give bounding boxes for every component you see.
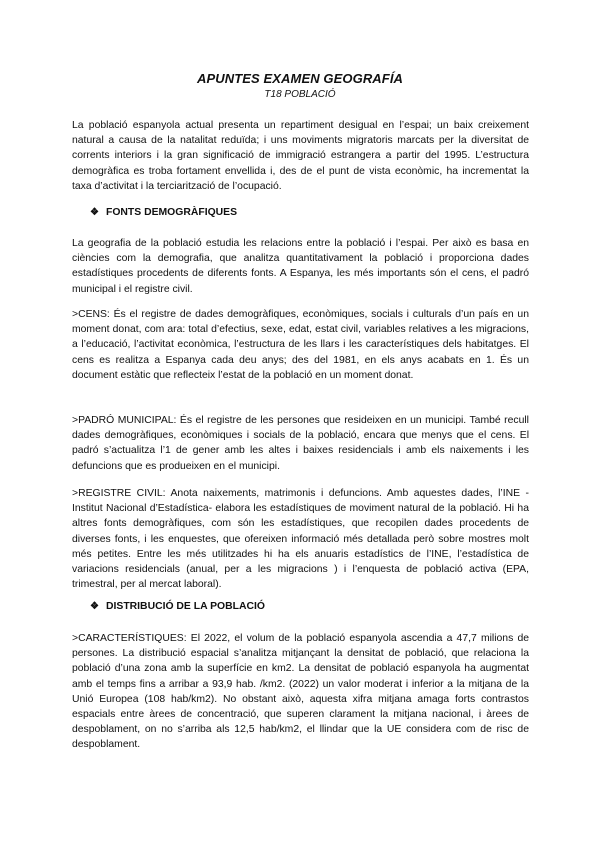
registre-paragraph: >REGISTRE CIVIL: Anota naixements, matrimonis i defuncions. Amb aquestes dades, l’INE - Institut Nacional d’Estadística- elabora les estadístiques de moviment natural de la població. Hi ha altres fonts demogràfiques, com són les estadístiques, que recopilen dades procedents de diverses fonts, i les enquestes, que ofereixen informació més detallada però sobre mostres molt més petites. Entre les més utilitzades hi ha els anuaris estadístics de l’INE, l’estadística de variacions residencials (anual, per a les migracions ) i l’enquesta de població activa (EPA, trimestral, per al mercat laboral).: [72, 488, 529, 591]
intro-paragraph: La població espanyola actual presenta un repartiment desigual en l’espai; un baix creixement natural a causa de la natalitat reduïda; i uns moviments migratoris marcats per la diversitat de corrents interiors i la gran significació de immigració estrangera a partir del 1995. L’estructura demogràfica es troba fortament envellida i, des de el punt de vista econòmic, ha incrementat la taxa d’activitat i la terciarització de l’ocupació.: [72, 120, 529, 192]
diamond-bullet-icon: ❖: [90, 601, 99, 612]
section-heading-distribucio: [90, 601, 265, 612]
caracteristiques-paragraph: >CARACTERÍSTIQUES: El 2022, el volum de la població espanyola ascendia a 47,7 milions de persones. La distribució espacial s’analitza mitjançant la densitat de població, que relaciona la població d’una zona amb la superfície en km2. La densitat de població espanyola ha augmentat amb el temps fins a arribar a 93,9 hab. /km2. (2022) un valor moderat i inferior a la mitjana de la Unió Europea (108 hab/km2). No obstant això, aquesta xifra mitjana amaga forts contrastos espacials entre àrees de concentració, que superen clarament la mitjana nacional, i àrees de despoblament, on no s’arriba als 12,5 hab/km2, el llindar que la UE considera com de risc de despoblament.: [72, 633, 529, 751]
diamond-bullet-icon: ❖: [90, 207, 99, 218]
section-heading-fonts: [90, 207, 237, 218]
geografia-paragraph: La geografia de la població estudia les relacions entre la població i l’espai. Per això es basa en ciències com la demografia, que analitza quantitativament la població i proporciona dades estadístiques procedents de diferents fonts. A Espanya, les més importants són el cens, el padró municipal i el registre civil.: [72, 238, 529, 295]
section-heading-label: FONTS DEMOGRÀFIQUES: [106, 207, 238, 218]
page-title: APUNTES EXAMEN GEOGRAFÍA: [196, 71, 404, 86]
cens-paragraph: >CENS: És el registre de dades demogràfiques, econòmiques, socials i culturals d’un país en un moment donat, com ara: total d’efectius, sexe, edat, estat civil, variables relatives a les migracions, a l’educació, l’activitat econòmica, l’estructura de les llars i les característiques dels habitatges. El cens es realitza a Espanya cada deu anys; des del 1981, en els anys acabats en 1. És un document estàtic que reflecteix l’estat de la població en un moment donat.: [72, 309, 529, 381]
section-heading-label: DISTRIBUCIÓ DE LA POBLACIÓ: [106, 601, 265, 612]
page-subtitle: T18 POBLACIÓ: [264, 89, 336, 100]
padro-paragraph: >PADRÓ MUNICIPAL: És el registre de les persones que resideixen en un municipi. També recull dades demogràfiques, econòmiques i socials de la població, encara que menys que el cens. El padró s’actualitza l’1 de gener amb les altes i baixes residencials i amb els naixements i les defuncions que es produeixen en el municipi.: [72, 415, 529, 472]
